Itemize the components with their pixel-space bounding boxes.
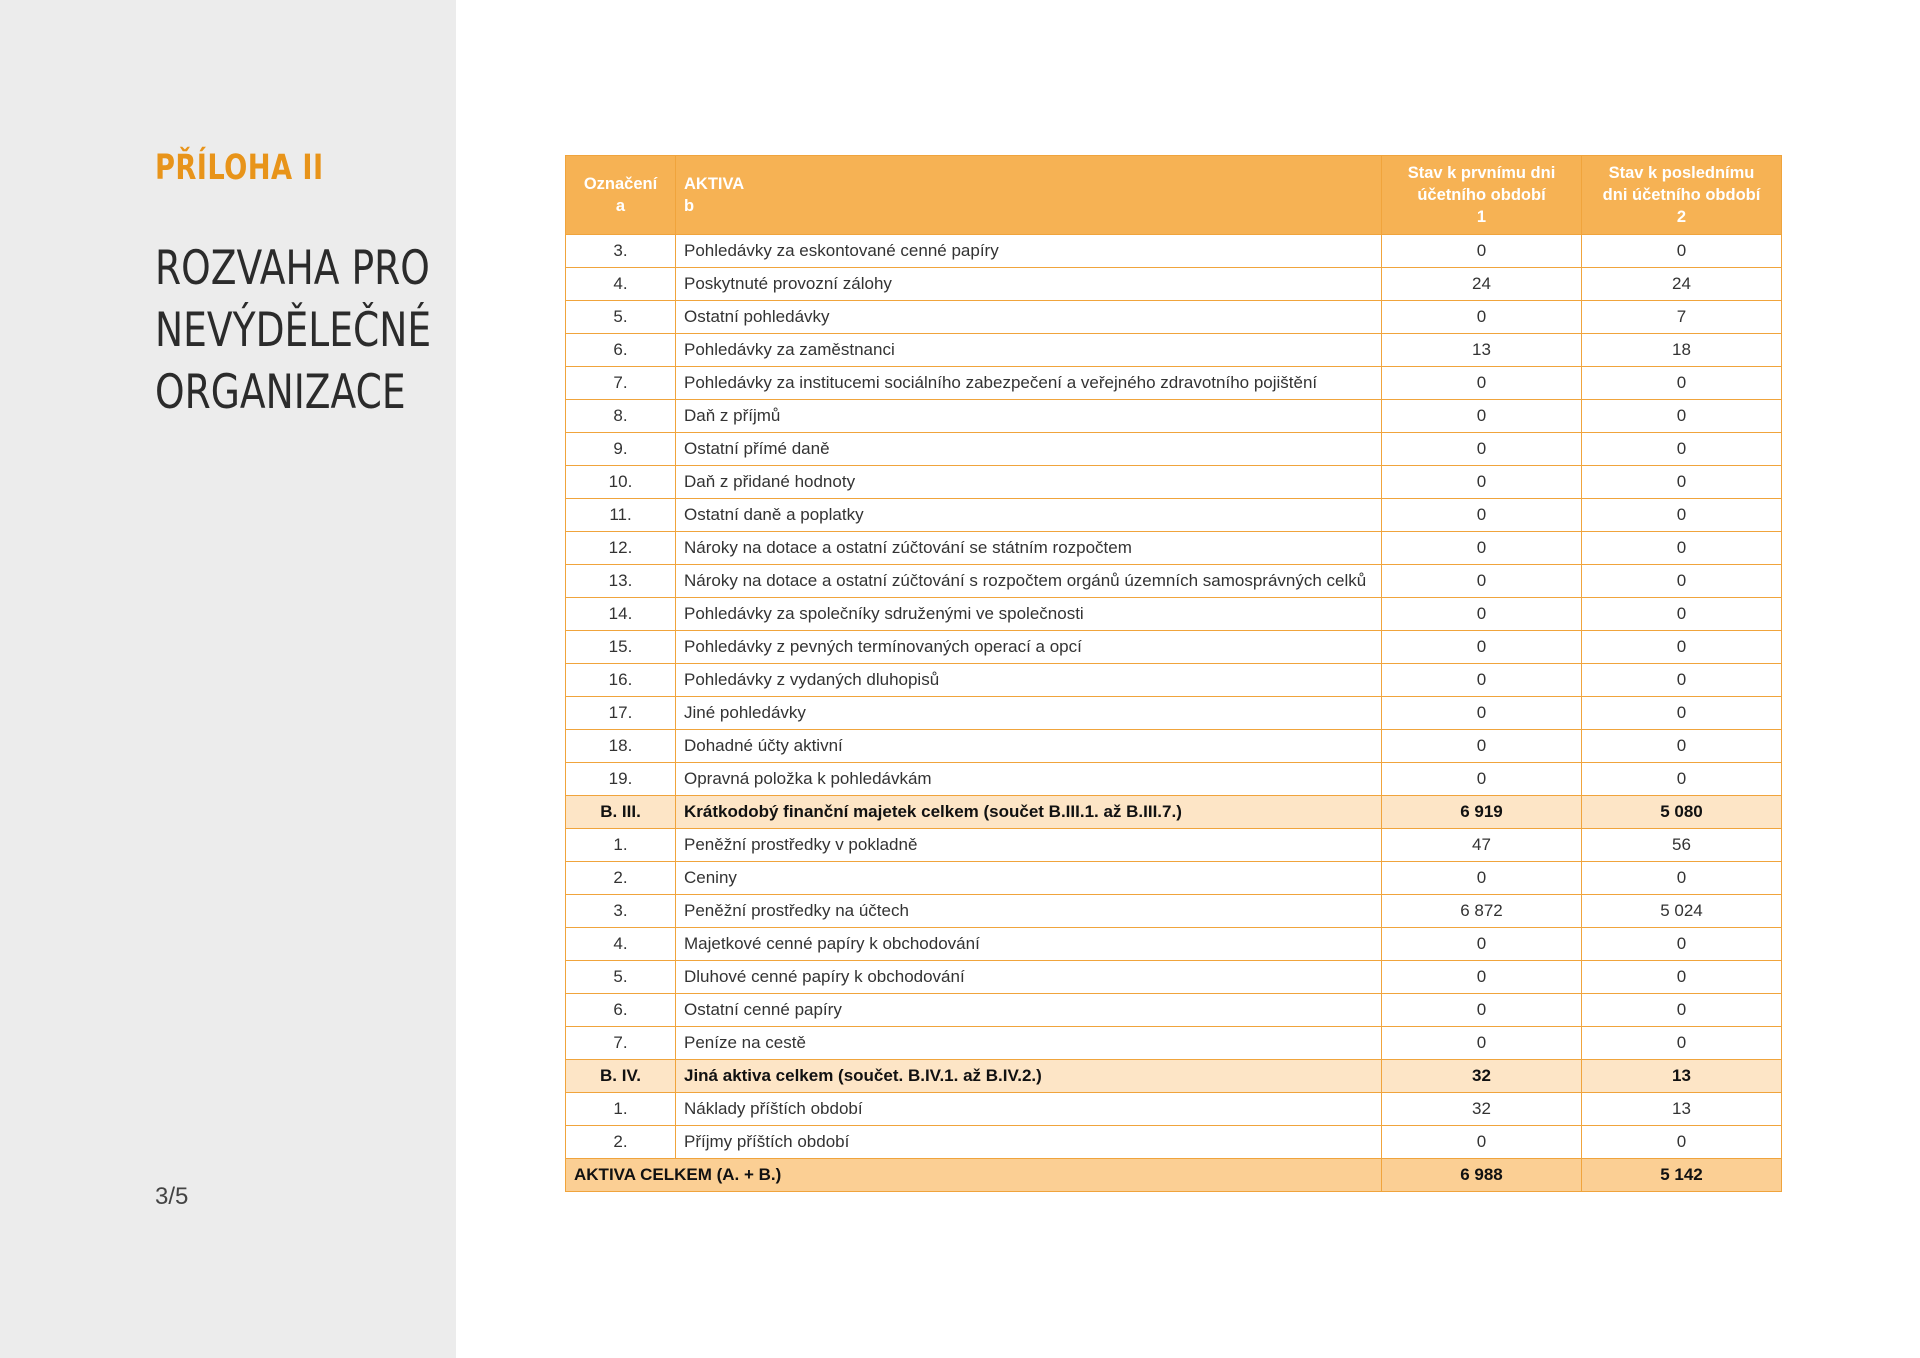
row-name: Příjmy příštích období bbox=[676, 1126, 1382, 1159]
row-name: Ceniny bbox=[676, 862, 1382, 895]
row-end-value: 0 bbox=[1582, 1126, 1782, 1159]
row-name: Pohledávky za institucemi sociálního zabezpečení a veřejného zdravotního pojištění bbox=[676, 367, 1382, 400]
table-row bbox=[566, 235, 1782, 268]
row-name: Náklady příštích období bbox=[676, 1093, 1382, 1126]
row-name: Krátkodobý finanční majetek celkem (součet B.III.1. až B.III.7.) bbox=[676, 796, 1382, 829]
row-end-value: 0 bbox=[1582, 862, 1782, 895]
row-end-value: 0 bbox=[1582, 532, 1782, 565]
row-code: 11. bbox=[566, 499, 676, 532]
total-label: AKTIVA CELKEM (A. + B.) bbox=[566, 1159, 1382, 1192]
row-code: 7. bbox=[566, 1027, 676, 1060]
row-code: 16. bbox=[566, 664, 676, 697]
row-code: 9. bbox=[566, 433, 676, 466]
row-code: 2. bbox=[566, 1126, 676, 1159]
row-start-value: 0 bbox=[1382, 763, 1582, 796]
row-start-value: 0 bbox=[1382, 697, 1582, 730]
row-start-value: 0 bbox=[1382, 400, 1582, 433]
row-end-value: 18 bbox=[1582, 334, 1782, 367]
row-end-value: 0 bbox=[1582, 730, 1782, 763]
row-start-value: 0 bbox=[1382, 994, 1582, 1027]
row-code: B. III. bbox=[566, 796, 676, 829]
row-start-value: 32 bbox=[1382, 1093, 1582, 1126]
row-start-value: 0 bbox=[1382, 961, 1582, 994]
row-start-value: 0 bbox=[1382, 301, 1582, 334]
header-end bbox=[1582, 156, 1782, 235]
row-name: Majetkové cenné papíry k obchodování bbox=[676, 928, 1382, 961]
sidebar bbox=[0, 0, 456, 1358]
table-row bbox=[566, 664, 1782, 697]
row-start-value: 0 bbox=[1382, 235, 1582, 268]
page-number: 3/5 bbox=[155, 1183, 189, 1210]
row-start-value: 0 bbox=[1382, 730, 1582, 763]
row-end-value: 0 bbox=[1582, 235, 1782, 268]
table-row bbox=[566, 466, 1782, 499]
row-end-value: 0 bbox=[1582, 598, 1782, 631]
row-start-value: 0 bbox=[1382, 499, 1582, 532]
header-name-line: AKTIVA bbox=[684, 175, 745, 193]
row-start-value: 13 bbox=[1382, 334, 1582, 367]
row-end-value: 0 bbox=[1582, 763, 1782, 796]
row-code: 6. bbox=[566, 334, 676, 367]
row-end-value: 0 bbox=[1582, 664, 1782, 697]
row-code: 2. bbox=[566, 862, 676, 895]
row-end-value: 13 bbox=[1582, 1093, 1782, 1126]
row-code: 1. bbox=[566, 829, 676, 862]
row-start-value: 0 bbox=[1382, 367, 1582, 400]
row-name: Ostatní cenné papíry bbox=[676, 994, 1382, 1027]
table-row bbox=[566, 928, 1782, 961]
row-name: Pohledávky z pevných termínovaných operací a opcí bbox=[676, 631, 1382, 664]
appendix-label: PŘÍLOHA II bbox=[155, 148, 324, 188]
row-name: Nároky na dotace a ostatní zúčtování se státním rozpočtem bbox=[676, 532, 1382, 565]
row-code: 6. bbox=[566, 994, 676, 1027]
header-code-line: Označení bbox=[583, 175, 658, 193]
section-row bbox=[566, 796, 1782, 829]
row-start-value: 0 bbox=[1382, 466, 1582, 499]
row-name: Nároky na dotace a ostatní zúčtování s rozpočtem orgánů územních samosprávných celků bbox=[676, 565, 1382, 598]
row-name: Pohledávky z vydaných dluhopisů bbox=[676, 664, 1382, 697]
header-start-line: 1 bbox=[1476, 208, 1487, 226]
header-end-line: Stav k poslednímu bbox=[1608, 164, 1755, 182]
row-end-value: 0 bbox=[1582, 928, 1782, 961]
row-name: Daň z příjmů bbox=[676, 400, 1382, 433]
header-start-line: účetního období bbox=[1417, 186, 1546, 204]
row-code: 14. bbox=[566, 598, 676, 631]
row-code: 15. bbox=[566, 631, 676, 664]
row-code: 19. bbox=[566, 763, 676, 796]
row-start-value: 0 bbox=[1382, 565, 1582, 598]
row-start-value: 0 bbox=[1382, 1126, 1582, 1159]
table-row bbox=[566, 565, 1782, 598]
row-end-value: 0 bbox=[1582, 961, 1782, 994]
row-name: Pohledávky za eskontované cenné papíry bbox=[676, 235, 1382, 268]
row-code: 1. bbox=[566, 1093, 676, 1126]
row-end-value: 13 bbox=[1582, 1060, 1782, 1093]
row-code: 12. bbox=[566, 532, 676, 565]
table-header-row bbox=[566, 156, 1782, 235]
title-line: ORGANIZACE bbox=[155, 365, 406, 420]
total-start: 6 988 bbox=[1382, 1159, 1582, 1192]
row-code: 5. bbox=[566, 301, 676, 334]
table-row bbox=[566, 1093, 1782, 1126]
row-start-value: 32 bbox=[1382, 1060, 1582, 1093]
row-name: Dluhové cenné papíry k obchodování bbox=[676, 961, 1382, 994]
table-row bbox=[566, 1126, 1782, 1159]
table-row bbox=[566, 433, 1782, 466]
row-end-value: 56 bbox=[1582, 829, 1782, 862]
row-name: Peníze na cestě bbox=[676, 1027, 1382, 1060]
row-end-value: 24 bbox=[1582, 268, 1782, 301]
row-start-value: 0 bbox=[1382, 532, 1582, 565]
row-end-value: 0 bbox=[1582, 994, 1782, 1027]
row-start-value: 0 bbox=[1382, 1027, 1582, 1060]
row-code: 4. bbox=[566, 928, 676, 961]
header-start bbox=[1382, 156, 1582, 235]
table-row bbox=[566, 994, 1782, 1027]
row-name: Ostatní daně a poplatky bbox=[676, 499, 1382, 532]
row-name: Jiné pohledávky bbox=[676, 697, 1382, 730]
table-row bbox=[566, 1027, 1782, 1060]
row-end-value: 0 bbox=[1582, 367, 1782, 400]
row-name: Peněžní prostředky na účtech bbox=[676, 895, 1382, 928]
table-row bbox=[566, 532, 1782, 565]
table-row bbox=[566, 268, 1782, 301]
row-name: Ostatní přímé daně bbox=[676, 433, 1382, 466]
table-body bbox=[566, 235, 1782, 1159]
row-end-value: 5 024 bbox=[1582, 895, 1782, 928]
row-name: Pohledávky za zaměstnanci bbox=[676, 334, 1382, 367]
row-code: 10. bbox=[566, 466, 676, 499]
row-start-value: 0 bbox=[1382, 928, 1582, 961]
total-end: 5 142 bbox=[1582, 1159, 1782, 1192]
row-end-value: 7 bbox=[1582, 301, 1782, 334]
row-end-value: 0 bbox=[1582, 565, 1782, 598]
row-code: 7. bbox=[566, 367, 676, 400]
row-code: 8. bbox=[566, 400, 676, 433]
row-code: B. IV. bbox=[566, 1060, 676, 1093]
table-row bbox=[566, 697, 1782, 730]
page-title bbox=[155, 238, 432, 424]
row-end-value: 0 bbox=[1582, 499, 1782, 532]
balance-sheet-table bbox=[565, 155, 1782, 1192]
row-start-value: 0 bbox=[1382, 598, 1582, 631]
row-code: 4. bbox=[566, 268, 676, 301]
row-end-value: 0 bbox=[1582, 466, 1782, 499]
row-start-value: 0 bbox=[1382, 433, 1582, 466]
table-row bbox=[566, 730, 1782, 763]
title-line: ROZVAHA PRO bbox=[155, 241, 430, 296]
row-code: 13. bbox=[566, 565, 676, 598]
row-start-value: 0 bbox=[1382, 862, 1582, 895]
table-row bbox=[566, 763, 1782, 796]
row-code: 18. bbox=[566, 730, 676, 763]
table-row bbox=[566, 301, 1782, 334]
row-end-value: 0 bbox=[1582, 433, 1782, 466]
row-start-value: 6 919 bbox=[1382, 796, 1582, 829]
header-end-line: 2 bbox=[1676, 208, 1687, 226]
row-start-value: 0 bbox=[1382, 631, 1582, 664]
table-row bbox=[566, 499, 1782, 532]
row-name: Poskytnuté provozní zálohy bbox=[676, 268, 1382, 301]
table-row bbox=[566, 961, 1782, 994]
table-row bbox=[566, 631, 1782, 664]
header-end-line: dni účetního období bbox=[1602, 186, 1761, 204]
total-row bbox=[566, 1159, 1782, 1192]
row-code: 3. bbox=[566, 895, 676, 928]
row-name: Jiná aktiva celkem (součet. B.IV.1. až B.IV.2.) bbox=[676, 1060, 1382, 1093]
row-name: Opravná položka k pohledávkám bbox=[676, 763, 1382, 796]
table-row bbox=[566, 367, 1782, 400]
header-name bbox=[676, 156, 1382, 235]
row-name: Daň z přidané hodnoty bbox=[676, 466, 1382, 499]
row-name: Pohledávky za společníky sdruženými ve společnosti bbox=[676, 598, 1382, 631]
row-name: Ostatní pohledávky bbox=[676, 301, 1382, 334]
header-start-line: Stav k prvnímu dni bbox=[1407, 164, 1556, 182]
row-end-value: 0 bbox=[1582, 697, 1782, 730]
row-name: Peněžní prostředky v pokladně bbox=[676, 829, 1382, 862]
table-row bbox=[566, 829, 1782, 862]
row-end-value: 5 080 bbox=[1582, 796, 1782, 829]
row-end-value: 0 bbox=[1582, 400, 1782, 433]
table-row bbox=[566, 400, 1782, 433]
row-code: 5. bbox=[566, 961, 676, 994]
row-start-value: 24 bbox=[1382, 268, 1582, 301]
row-code: 17. bbox=[566, 697, 676, 730]
header-code bbox=[566, 156, 676, 235]
table-row bbox=[566, 862, 1782, 895]
row-end-value: 0 bbox=[1582, 1027, 1782, 1060]
row-start-value: 47 bbox=[1382, 829, 1582, 862]
row-start-value: 6 872 bbox=[1382, 895, 1582, 928]
row-end-value: 0 bbox=[1582, 631, 1782, 664]
section-row bbox=[566, 1060, 1782, 1093]
header-name-line: b bbox=[684, 197, 695, 215]
table-row bbox=[566, 598, 1782, 631]
table-row bbox=[566, 895, 1782, 928]
row-start-value: 0 bbox=[1382, 664, 1582, 697]
title-line: NEVÝDĚLEČNÉ bbox=[155, 303, 432, 358]
table-row bbox=[566, 334, 1782, 367]
row-code: 3. bbox=[566, 235, 676, 268]
row-name: Dohadné účty aktivní bbox=[676, 730, 1382, 763]
header-code-line: a bbox=[615, 197, 626, 215]
